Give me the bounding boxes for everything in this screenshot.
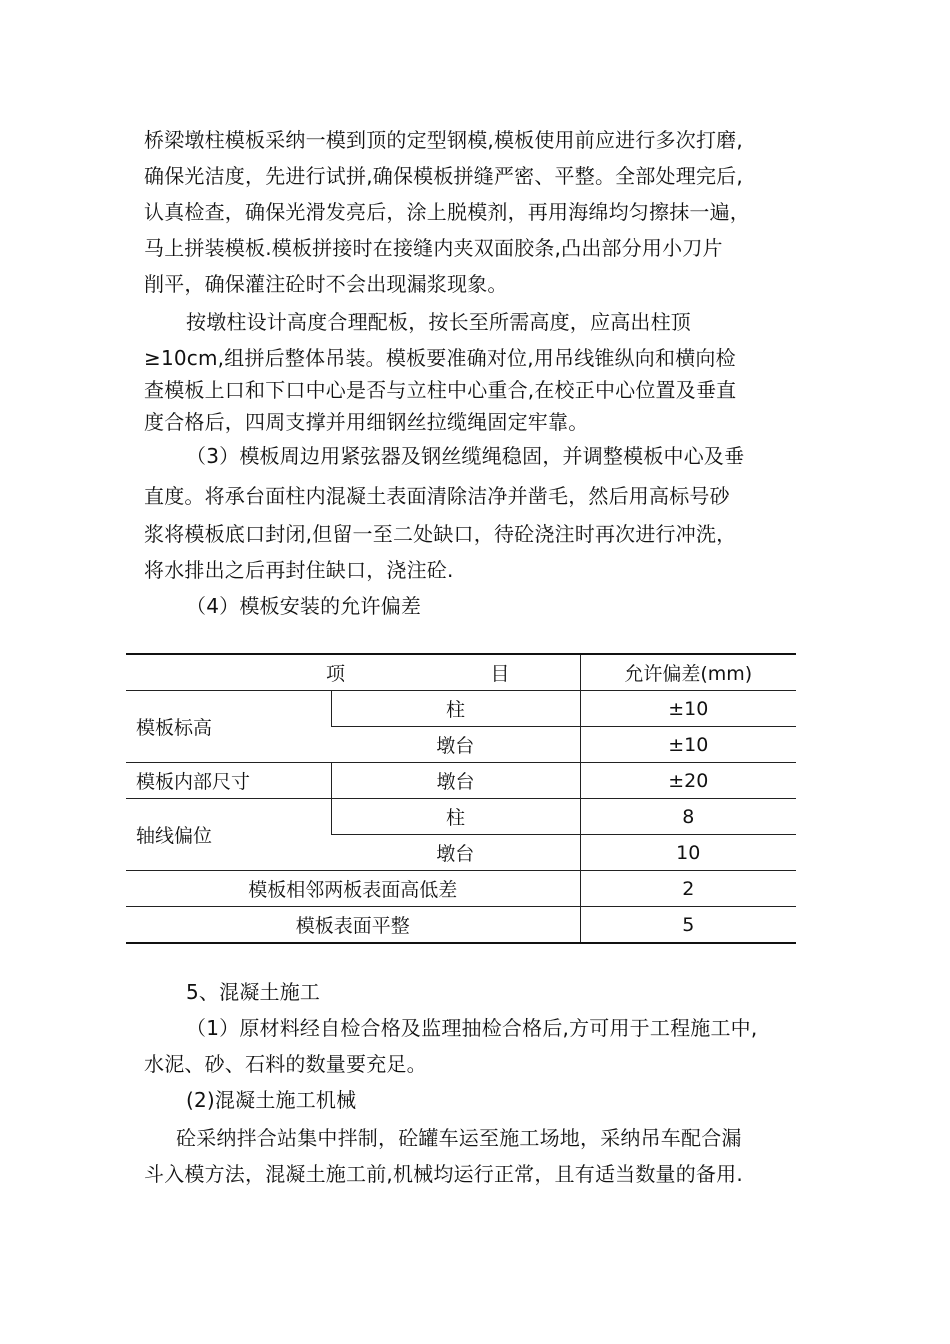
paragraph-line: 直度。将承台面柱内混凝土表面清除洁净并凿毛，然后用高标号砂 (144, 484, 730, 508)
value-cell: ±20 (580, 763, 796, 799)
group-cell: 模板标高 (126, 691, 331, 763)
value-cell: 8 (580, 799, 796, 835)
table-row (126, 907, 796, 944)
sub-item-cell: 墩台 (331, 835, 580, 871)
value-cell: 2 (580, 871, 796, 907)
paragraph-line: 水泥、砂、石料的数量要充足。 (144, 1052, 427, 1076)
subheading: （4）模板安装的允许偏差 (186, 594, 422, 618)
table-row (126, 871, 796, 907)
item-cell: 模板相邻两板表面高低差 (126, 871, 580, 907)
paragraph-line: 砼采纳拌合站集中拌制，砼罐车运至施工场地，采纳吊车配合漏 (176, 1126, 742, 1150)
group-cell: 轴线偏位 (126, 799, 331, 871)
paragraph-line: 认真检查，确保光滑发亮后，涂上脱模剂，再用海绵均匀擦抹一遍， (144, 200, 750, 224)
section-heading: 5、混凝土施工 (186, 980, 321, 1004)
value-cell: 5 (580, 907, 796, 944)
paragraph-line: 削平，确保灌注砼时不会出现漏浆现象。 (144, 272, 508, 296)
paragraph-line: 桥梁墩柱模板采纳一模到顶的定型钢模,模板使用前应进行多次打磨, (144, 128, 743, 152)
paragraph-line: （3）模板周边用紧弦器及钢丝缆绳稳固，并调整模板中心及垂 (186, 444, 745, 468)
value-cell: ±10 (580, 727, 796, 763)
table-row (126, 763, 796, 799)
sub-item-cell: 柱 (331, 799, 580, 835)
group-cell: 模板内部尺寸 (126, 763, 331, 799)
subheading: (2)混凝土施工机械 (186, 1088, 357, 1112)
sub-item-cell: 柱 (331, 691, 580, 727)
table-header-row (126, 654, 796, 691)
tolerance-table (126, 653, 796, 944)
paragraph-line: 马上拼装模板.模板拼接时在接缝内夹双面胶条,凸出部分用小刀片 (144, 236, 723, 260)
header-item-cell (126, 654, 580, 691)
table-row (126, 799, 796, 835)
table-row (126, 691, 796, 727)
paragraph-line: （1）原材料经自检合格及监理抽检合格后,方可用于工程施工中, (186, 1016, 758, 1040)
paragraph-line: ≥10cm,组拼后整体吊装。模板要准确对位,用吊线锥纵向和横向检 (144, 346, 736, 370)
sub-item-cell: 墩台 (331, 727, 580, 763)
item-cell: 模板表面平整 (126, 907, 580, 944)
sub-item-cell: 墩台 (331, 763, 580, 799)
header-tolerance-cell: 允许偏差(mm) (580, 654, 796, 691)
header-item-label-1: 项 (326, 663, 346, 685)
value-cell: ±10 (580, 691, 796, 727)
paragraph-line: 确保光洁度，先进行试拼,确保模板拼缝严密、平整。全部处理完后, (144, 164, 743, 188)
paragraph-line: 按墩柱设计高度合理配板，按长至所需高度，应高出柱顶 (186, 310, 691, 334)
header-item-label-2: 目 (490, 663, 510, 685)
value-cell: 10 (580, 835, 796, 871)
paragraph-line: 查模板上口和下口中心是否与立柱中心重合,在校正中心位置及垂直 (144, 378, 737, 402)
paragraph-line: 浆将模板底口封闭,但留一至二处缺口，待砼浇注时再次进行冲洗， (144, 522, 737, 546)
paragraph-line: 度合格后，四周支撑并用细钢丝拉缆绳固定牢靠。 (144, 410, 589, 434)
paragraph-line: 斗入模方法，混凝土施工前,机械均运行正常，且有适当数量的备用. (144, 1162, 743, 1186)
paragraph-line: 将水排出之后再封住缺口，浇注砼. (144, 558, 454, 582)
